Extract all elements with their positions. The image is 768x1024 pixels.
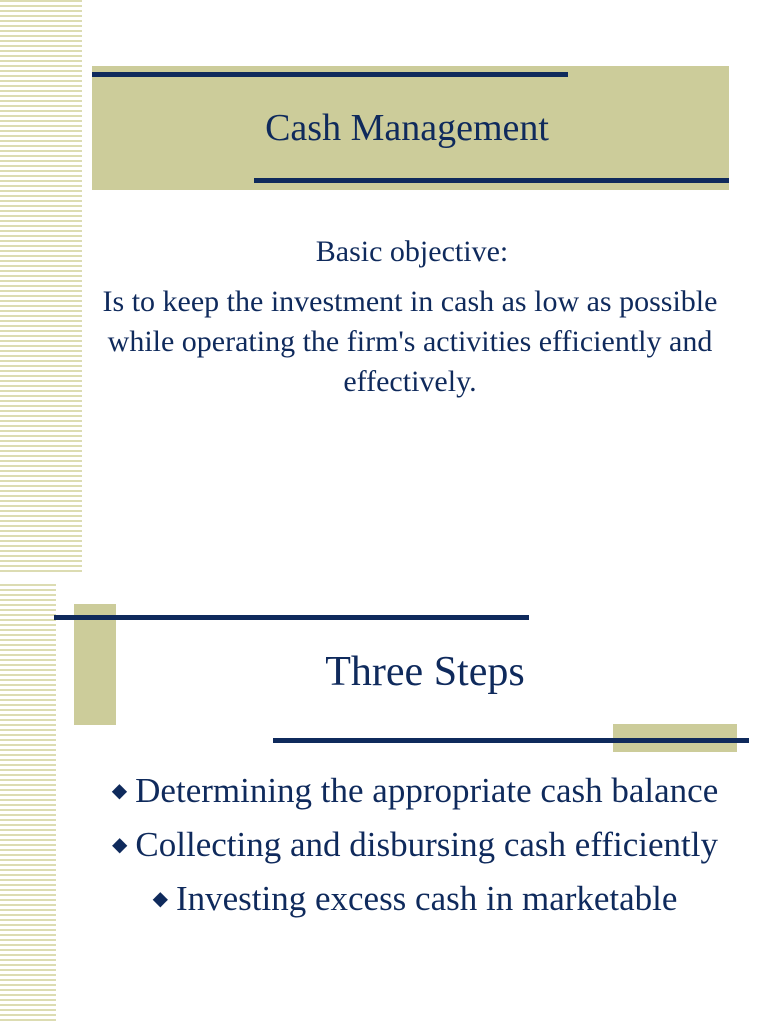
- list-item-text: Investing excess cash in marketable: [175, 879, 678, 918]
- steps-list: [100, 768, 730, 930]
- list-item: [100, 822, 730, 868]
- slide-title: Three Steps: [325, 649, 525, 695]
- decorative-stripes: [0, 0, 82, 572]
- slide-subtitle: Basic objective:: [315, 235, 509, 268]
- slide-three-steps: [0, 584, 768, 1024]
- list-item: [100, 768, 730, 814]
- title-rule-top: [92, 72, 568, 77]
- diamond-bullet-icon: ◆: [112, 834, 128, 856]
- list-item-text: Determining the appropriate cash balance: [135, 771, 719, 810]
- list-item-text: Collecting and disbursing cash efficiently: [135, 825, 718, 864]
- list-item: [100, 876, 730, 922]
- diamond-bullet-icon: ◆: [111, 780, 128, 802]
- slide-title: Cash Management: [265, 107, 549, 149]
- title-rule-bottom: [254, 178, 729, 183]
- diamond-bullet-icon: ◆: [152, 888, 168, 910]
- decorative-stripes: [0, 584, 56, 1024]
- title-rule-bottom: [273, 738, 749, 743]
- slide-body-text: Is to keep the investment in cash as low as possible while operating the firm's activities efficiently and effectively.: [102, 285, 718, 398]
- title-rule-top: [54, 615, 529, 620]
